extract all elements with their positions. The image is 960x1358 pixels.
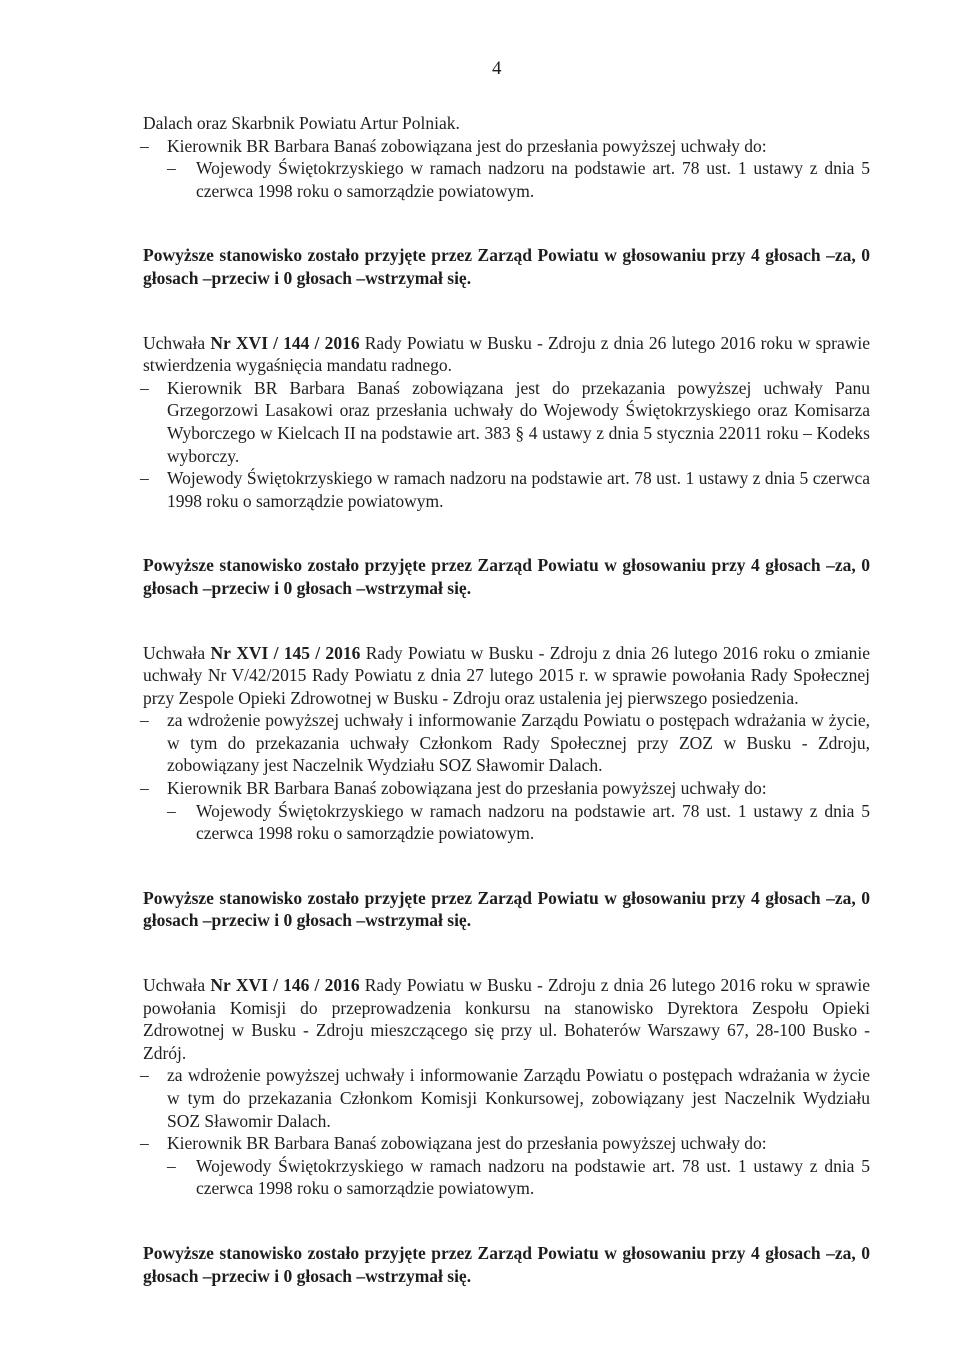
list-item <box>138 1064 870 1132</box>
resolution-prefix: Uchwała <box>143 332 206 353</box>
section-continuation <box>143 112 870 202</box>
list-item-text: za wdrożenie powyższej uchwały i informowanie Zarządu Powiatu o postępach wdrażania w życie w tym do przekazania Członkom Komisji Konkursowej, zobowiązany jest Naczelnik Wydziału SOZ Sławomir Dalach. <box>167 1065 870 1131</box>
sub-list <box>167 1155 870 1200</box>
vote-result <box>143 554 870 599</box>
resolution-heading <box>143 332 870 377</box>
list-item <box>138 467 870 512</box>
vote-result-text: Powyższe stanowisko zostało przyjęte przez Zarząd Powiatu w głosowaniu przy 4 głosach –za, 0 głosach –przeciw i 0 głosach –wstrzymał się. <box>143 245 870 288</box>
list-item-text: Kierownik BR Barbara Banaś zobowiązana jest do przekazania powyższej uchwały Panu Grzegorzowi Lasakowi oraz przesłania uchwały do Wojewody Świętokrzyskiego oraz Komisarza Wyborczego w Kielcach II na podstawie art. 383 § 4 ustawy z dnia 5 stycznia 22011 roku – Kodeks wyborczy. <box>167 377 870 466</box>
vote-result <box>143 244 870 289</box>
resolution-heading <box>143 642 870 710</box>
resolution-title: Rady Powiatu w Busku - Zdroju z dnia 26 lutego 2016 roku w sprawie stwierdzenia wygaśnięcia mandatu radnego. <box>143 332 871 376</box>
resolution-146 <box>143 974 870 1200</box>
list-item <box>138 1132 870 1200</box>
resolution-nr-label: Nr <box>210 975 231 996</box>
list-item-text: Kierownik BR Barbara Banaś zobowiązana jest do przesłania powyższej uchwały do: <box>167 778 767 799</box>
sub-list-item-text: Wojewody Świętokrzyskiego w ramach nadzoru na podstawie art. 78 ust. 1 ustawy z dnia 5 czerwca 1998 roku o samorządzie powiatowym. <box>196 1155 870 1199</box>
list-item <box>138 777 870 845</box>
sub-list-item-text: Wojewody Świętokrzyskiego w ramach nadzoru na podstawie art. 78 ust. 1 ustawy z dnia 5 czerwca 1998 roku o samorządzie powiatowym. <box>196 800 870 844</box>
vote-result <box>143 887 870 932</box>
resolution-nr-label: Nr <box>210 642 231 663</box>
sub-list-item-text: Wojewody Świętokrzyskiego w ramach nadzoru na podstawie art. 78 ust. 1 ustawy z dnia 5 czerwca 1998 roku o samorządzie powiatowym. <box>196 158 870 201</box>
resolution-prefix: Uchwała <box>143 642 206 663</box>
vote-result <box>143 1242 870 1287</box>
page-number: 4 <box>492 58 502 79</box>
resolution-heading <box>143 974 870 1064</box>
resolution-number: XVI / 146 / 2016 <box>235 975 360 996</box>
vote-result-text: Powyższe stanowisko zostało przyjęte przez Zarząd Powiatu w głosowaniu przy 4 głosach –za, 0 głosach –przeciw i 0 głosach –wstrzymał się. <box>143 555 870 598</box>
obligations-list <box>143 377 870 513</box>
obligations-list <box>143 135 870 203</box>
continuation-line: Dalach oraz Skarbnik Powiatu Artur Polniak. <box>143 113 460 133</box>
list-item <box>138 135 870 203</box>
resolution-number: XVI / 145 / 2016 <box>236 642 361 663</box>
resolution-title: Rady Powiatu w Busku - Zdroju z dnia 26 lutego 2016 roku o zmianie uchwały Nr V/42/2015 Rady Powiatu z dnia 27 lutego 2015 r. w sprawie powołania Rady Społecznej przy Zespole Opieki Zdrowotnej w Busku - Zdroju oraz ustalenia jej pierwszego posiedzenia. <box>143 642 871 708</box>
sub-list <box>167 800 870 845</box>
list-item-text: za wdrożenie powyższej uchwały i informowanie Zarządu Powiatu o postępach wdrażania w życie, w tym do przekazania uchwały Członkom Rady Społecznej przy ZOZ w Busku - Zdroju, zobowiązany jest Naczelnik Wydziału SOZ Sławomir Dalach. <box>167 710 870 776</box>
list-item-text: Wojewody Świętokrzyskiego w ramach nadzoru na podstawie art. 78 ust. 1 ustawy z dnia 5 czerwca 1998 roku o samorządzie powiatowym. <box>167 468 870 511</box>
resolution-prefix: Uchwała <box>143 975 206 996</box>
list-item-text: Kierownik BR Barbara Banaś zobowiązana jest do przesłania powyższej uchwały do: <box>167 1133 767 1154</box>
list-item <box>138 377 870 467</box>
obligations-list <box>143 709 870 845</box>
sub-list-item <box>167 800 870 845</box>
sub-list-item <box>167 1155 870 1200</box>
resolution-145 <box>143 642 870 845</box>
document-body <box>143 112 870 1287</box>
list-item-text: Kierownik BR Barbara Banaś zobowiązana jest do przesłania powyższej uchwały do: <box>167 135 767 156</box>
vote-result-text: Powyższe stanowisko zostało przyjęte przez Zarząd Powiatu w głosowaniu przy 4 głosach –za, 0 głosach –przeciw i 0 głosach –wstrzymał się. <box>143 887 870 931</box>
resolution-title: Rady Powiatu w Busku - Zdroju z dnia 26 lutego 2016 roku w sprawie powołania Komisji do przeprowadzenia konkursu na stanowisko Dyrektora Zespołu Opieki Zdrowotnej w Busku - Zdroju mieszczącego się przy ul. Bohaterów Warszawy 67, 28-100 Busko - Zdrój. <box>143 975 871 1063</box>
resolution-144 <box>143 332 870 513</box>
sub-list <box>167 157 870 202</box>
resolution-nr-label: Nr <box>210 332 231 353</box>
sub-list-item <box>167 157 870 202</box>
obligations-list <box>143 1064 870 1200</box>
list-item <box>138 709 870 777</box>
resolution-number: XVI / 144 / 2016 <box>235 332 360 353</box>
vote-result-text: Powyższe stanowisko zostało przyjęte przez Zarząd Powiatu w głosowaniu przy 4 głosach –za, 0 głosach –przeciw i 0 głosach –wstrzymał się. <box>143 1242 870 1286</box>
